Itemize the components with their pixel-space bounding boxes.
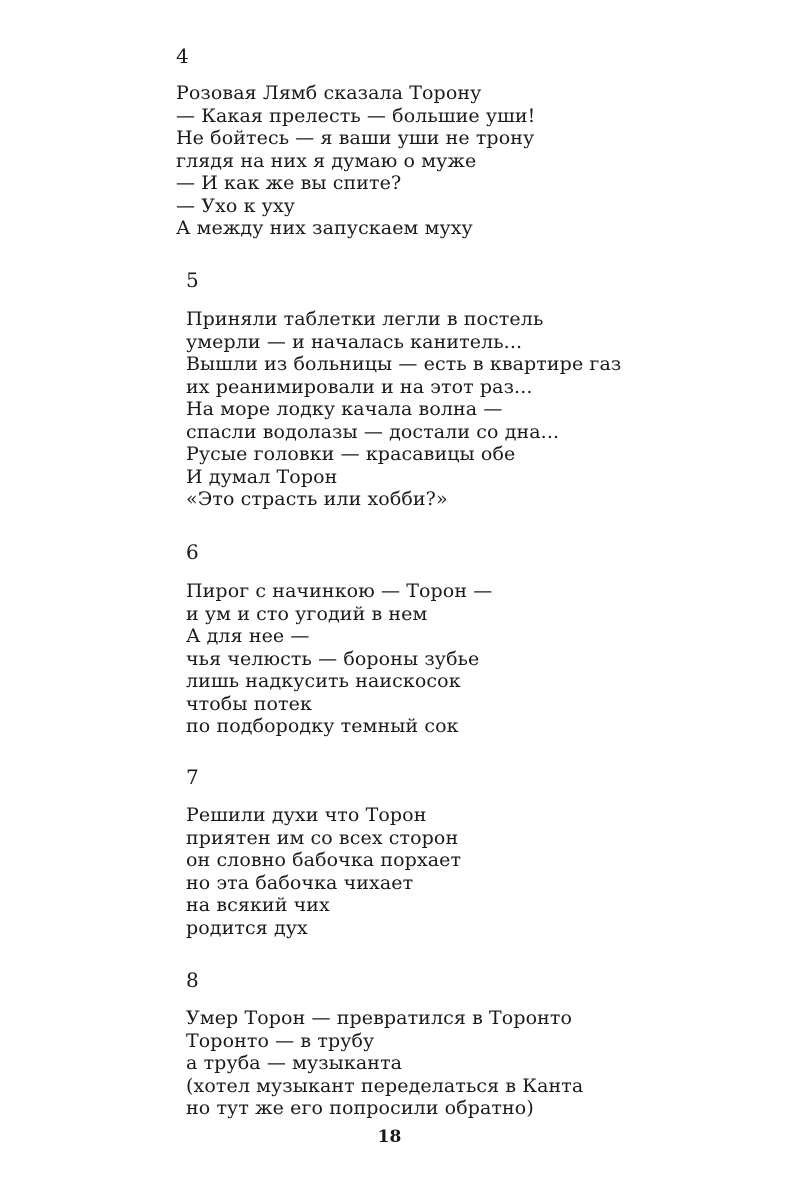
- poem-section-5: [186, 268, 789, 511]
- poem-line: чья челюсть — бороны зубье: [186, 647, 480, 670]
- poem-line: Приняли таблетки легли в постель: [186, 308, 544, 330]
- poem-line: глядя на них я думаю о муже: [176, 149, 477, 172]
- poem-line: лишь надкусить наискосок: [186, 670, 461, 692]
- poem-line: Пирог с начинкою — Торон —: [186, 580, 493, 602]
- poem-line: но тут же его попросили обратно): [186, 1097, 534, 1119]
- poem-line: на всякий чих: [186, 894, 330, 916]
- poem-line: и ум и сто угодий в нем: [186, 602, 428, 625]
- poem-line: а труба — музыканта: [186, 1052, 403, 1074]
- section-number: 4: [176, 44, 189, 68]
- poem-line: И думал Торон: [186, 465, 338, 488]
- poem-line: он словно бабочка порхает: [186, 849, 462, 871]
- section-number: 8: [186, 968, 199, 992]
- poem-line: Розовая Лямб сказала Торону: [176, 82, 482, 104]
- poem-line: На море лодку качала волна —: [186, 398, 503, 420]
- poem-section-7: [186, 765, 789, 939]
- poem-stanza: [186, 1007, 789, 1120]
- poem-line: А между них запускаем муху: [176, 217, 473, 239]
- section-number: 5: [186, 268, 199, 292]
- poem-stanza: [186, 804, 789, 939]
- poem-section-8: [186, 968, 789, 1120]
- section-number: 7: [186, 765, 199, 789]
- poem-line: Торонто — в трубу: [186, 1029, 375, 1052]
- poem-stanza: [186, 580, 789, 738]
- poem-line: спасли водолазы — достали со дна...: [186, 420, 560, 443]
- page-number: 18: [377, 1127, 402, 1147]
- poem-line: по подбородку темный сок: [186, 715, 459, 737]
- poem-line: но эта бабочка чихает: [186, 871, 414, 894]
- poem-line: Умер Торон — превратился в Торонто: [186, 1007, 573, 1029]
- section-number: 6: [186, 540, 199, 564]
- poem-line: их реанимировали и на этот раз...: [186, 375, 533, 398]
- poem-section-4: [176, 44, 789, 240]
- poem-line: «Это страсть или хобби?»: [186, 488, 448, 510]
- poem-stanza: [186, 308, 789, 511]
- poem-stanza: [176, 82, 789, 240]
- poem-line: умерли — и началась канитель...: [186, 330, 523, 353]
- poem-line: Вышли из больницы — есть в квартире газ: [186, 353, 622, 375]
- poem-line: Русые головки — красавицы обе: [186, 443, 516, 465]
- poem-line: — Какая прелесть — большие уши!: [176, 104, 536, 127]
- poem-line: Не бойтесь — я ваши уши не трону: [176, 127, 535, 149]
- poem-line: чтобы потек: [186, 692, 312, 715]
- poem-line: приятен им со всех сторон: [186, 826, 459, 849]
- poem-line: А для нее —: [186, 625, 310, 647]
- poem-section-6: [186, 540, 789, 738]
- poem-line: родится дух: [186, 916, 308, 939]
- poem-line: (хотел музыкант переделаться в Канта: [186, 1074, 584, 1097]
- poem-line: — Ухо к уху: [176, 194, 296, 217]
- poem-line: — И как же вы спите?: [176, 172, 402, 194]
- poem-line: Решили духи что Торон: [186, 804, 427, 826]
